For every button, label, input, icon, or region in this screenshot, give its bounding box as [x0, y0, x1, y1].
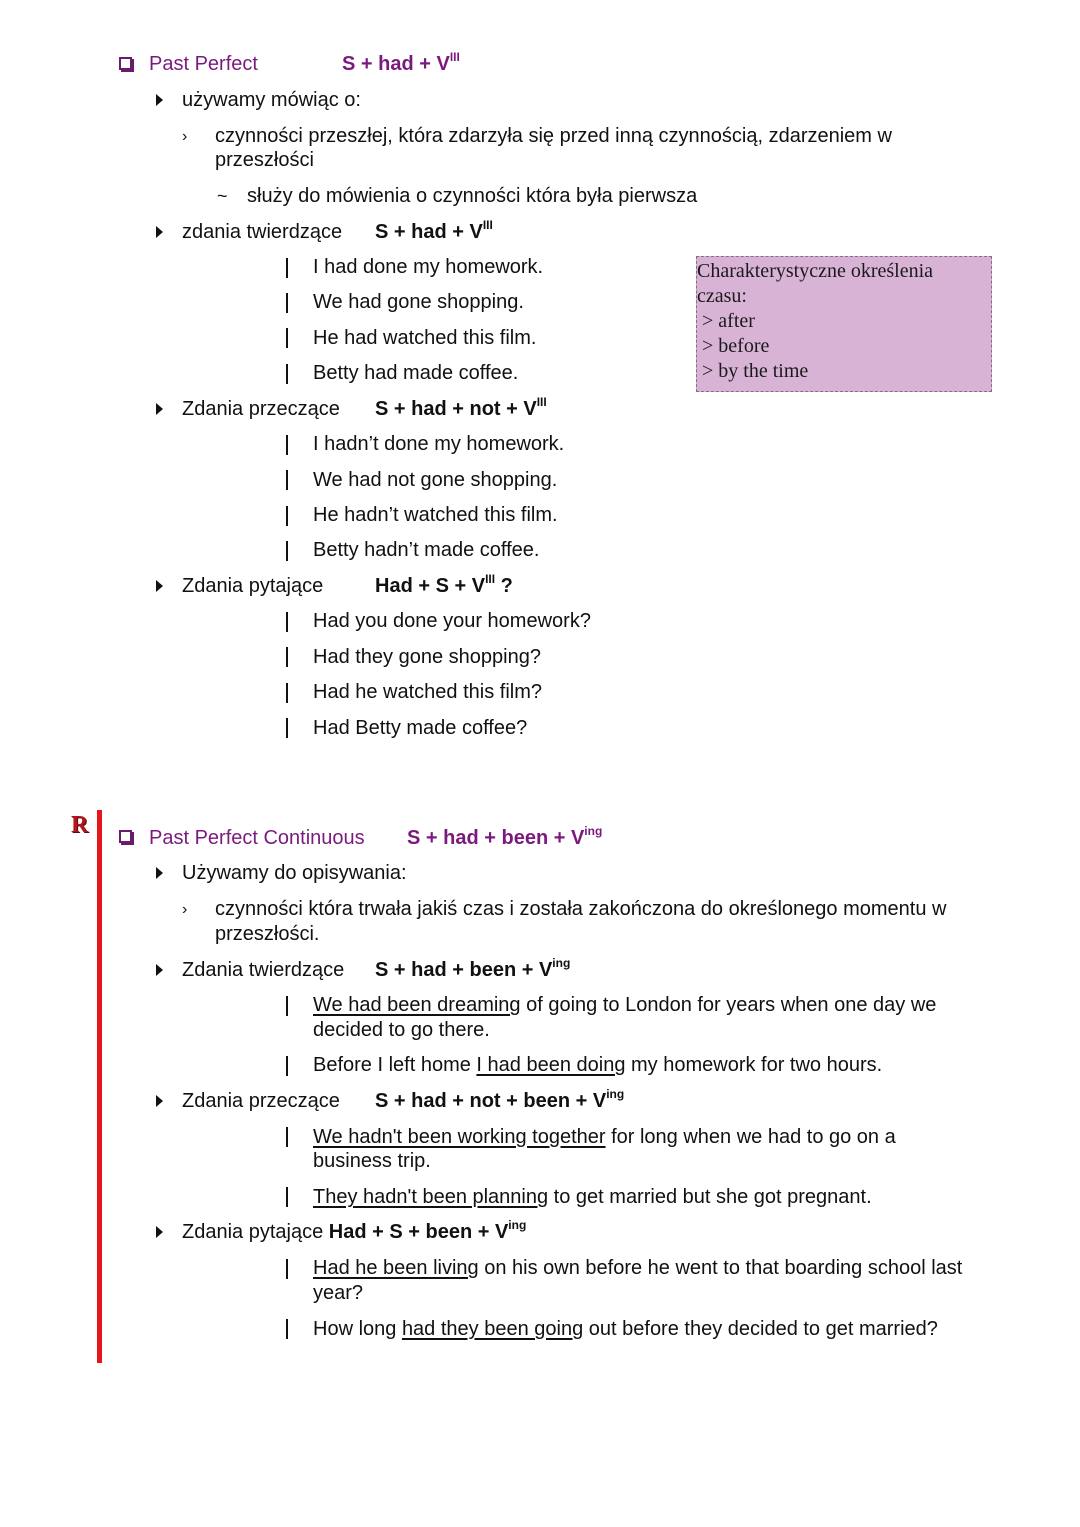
- bar-bullet-icon: [286, 996, 288, 1016]
- bar-bullet-icon: [286, 435, 288, 455]
- usage-note: służy do mówienia o czynności która była pierwsza: [247, 185, 698, 207]
- usage-item-line1: czynności przeszłej, która zdarzyła się przed inną czynnością, zdarzeniem w: [215, 125, 892, 147]
- triangle-bullet-icon: [156, 867, 163, 879]
- bar-bullet-icon: [286, 683, 288, 703]
- example-sentence: We hadn't been working together for long when we had to go on a: [313, 1126, 896, 1148]
- example-sentence: Had he been living on his own before he went to that boarding school last: [313, 1257, 963, 1279]
- triangle-bullet-icon: [156, 403, 163, 415]
- tilde-bullet-icon: ~: [217, 186, 228, 206]
- affirmative-label: Zdania twierdzące: [182, 959, 345, 981]
- box-item: > before: [702, 335, 770, 357]
- example-sentence: Betty had made coffee.: [313, 362, 519, 384]
- chevron-bullet-icon: ›: [182, 128, 188, 145]
- example-sentence: They hadn't been planning to get married but she got pregnant.: [313, 1186, 872, 1208]
- triangle-bullet-icon: [156, 964, 163, 976]
- affirmative-formula: S + had + been + $V^{ing}$: [375, 956, 571, 981]
- example-sentence: Betty hadn’t made coffee.: [313, 539, 540, 561]
- bar-bullet-icon: [286, 1127, 288, 1147]
- bar-bullet-icon: [286, 328, 288, 348]
- bar-bullet-icon: [286, 1056, 288, 1076]
- usage-label: Używamy do opisywania:: [182, 862, 407, 884]
- negative-formula: S + had + not + $V^{III}$: [375, 395, 547, 420]
- bar-bullet-icon: [286, 647, 288, 667]
- section-title: Past Perfect Continuous: [149, 827, 365, 849]
- triangle-bullet-icon: [156, 226, 163, 238]
- example-sentence: Had they gone shopping?: [313, 646, 541, 668]
- negative-label: Zdania przeczące: [182, 398, 340, 420]
- usage-label: używamy mówiąc o:: [182, 89, 361, 111]
- question-label: Zdania pytające Had + S + been + $V^{ing}$: [182, 1218, 527, 1243]
- bar-bullet-icon: [286, 1259, 288, 1279]
- bar-bullet-icon: [286, 612, 288, 632]
- bar-bullet-icon: [286, 470, 288, 490]
- bar-bullet-icon: [286, 293, 288, 313]
- checkbox-icon: [119, 57, 132, 70]
- revision-bar: [97, 810, 102, 1363]
- triangle-bullet-icon: [156, 94, 163, 106]
- triangle-bullet-icon: [156, 1095, 163, 1107]
- example-sentence: We had been dreaming of going to London for years when one day we: [313, 994, 937, 1016]
- example-sentence: How long had they been going out before they decided to get married?: [313, 1318, 938, 1340]
- usage-item-line2: przeszłości.: [215, 923, 320, 945]
- box-title-line1: Charakterystyczne określenia: [697, 260, 934, 282]
- affirmative-label: zdania twierdzące: [182, 221, 343, 243]
- bar-bullet-icon: [286, 364, 288, 384]
- example-sentence: Had Betty made coffee?: [313, 717, 528, 739]
- example-sentence: He hadn’t watched this film.: [313, 504, 558, 526]
- question-formula: Had + $S + V^{III}$ ?: [375, 572, 513, 597]
- usage-item-line1: czynności która trwała jakiś czas i została zakończona do określonego momentu w: [215, 898, 947, 920]
- bar-bullet-icon: [286, 1187, 288, 1207]
- triangle-bullet-icon: [156, 580, 163, 592]
- question-label: Zdania pytające: [182, 575, 324, 597]
- example-sentence: Had he watched this film?: [313, 681, 543, 703]
- example-sentence: He had watched this film.: [313, 327, 537, 349]
- checkbox-icon: [119, 830, 132, 843]
- section-formula: S + had + been + $V^{ing}$: [407, 824, 603, 849]
- usage-item-line2: przeszłości: [215, 149, 314, 171]
- example-sentence: We had not gone shopping.: [313, 469, 558, 491]
- example-sentence: Before I left home I had been doing my homework for two hours.: [313, 1054, 883, 1076]
- bar-bullet-icon: [286, 258, 288, 278]
- example-sentence: Had you done your homework?: [313, 610, 591, 632]
- affirmative-formula: S + had + $V^{III}$: [375, 218, 493, 243]
- bar-bullet-icon: [286, 1319, 288, 1339]
- box-title-line2: czasu:: [697, 285, 747, 307]
- example-sentence: I had done my homework.: [313, 256, 544, 278]
- bar-bullet-icon: [286, 718, 288, 738]
- bar-bullet-icon: [286, 506, 288, 526]
- bar-bullet-icon: [286, 541, 288, 561]
- example-sentence-cont: decided to go there.: [313, 1019, 490, 1041]
- example-sentence-cont: business trip.: [313, 1150, 431, 1172]
- box-item: > by the time: [702, 360, 809, 382]
- negative-label: Zdania przeczące: [182, 1090, 340, 1112]
- section-title: Past Perfect: [149, 53, 258, 75]
- box-item: > after: [702, 310, 755, 332]
- chevron-bullet-icon: ›: [182, 901, 188, 918]
- section-formula: S + had + $V^{III}$: [342, 50, 460, 75]
- example-sentence-cont: year?: [313, 1282, 364, 1304]
- negative-formula: S + had + not + been + $V^{ing}$: [375, 1087, 625, 1112]
- revision-mark: R: [71, 812, 89, 838]
- example-sentence: I hadn’t done my homework.: [313, 433, 565, 455]
- example-sentence: We had gone shopping.: [313, 291, 524, 313]
- triangle-bullet-icon: [156, 1226, 163, 1238]
- time-expressions-box: [696, 256, 992, 392]
